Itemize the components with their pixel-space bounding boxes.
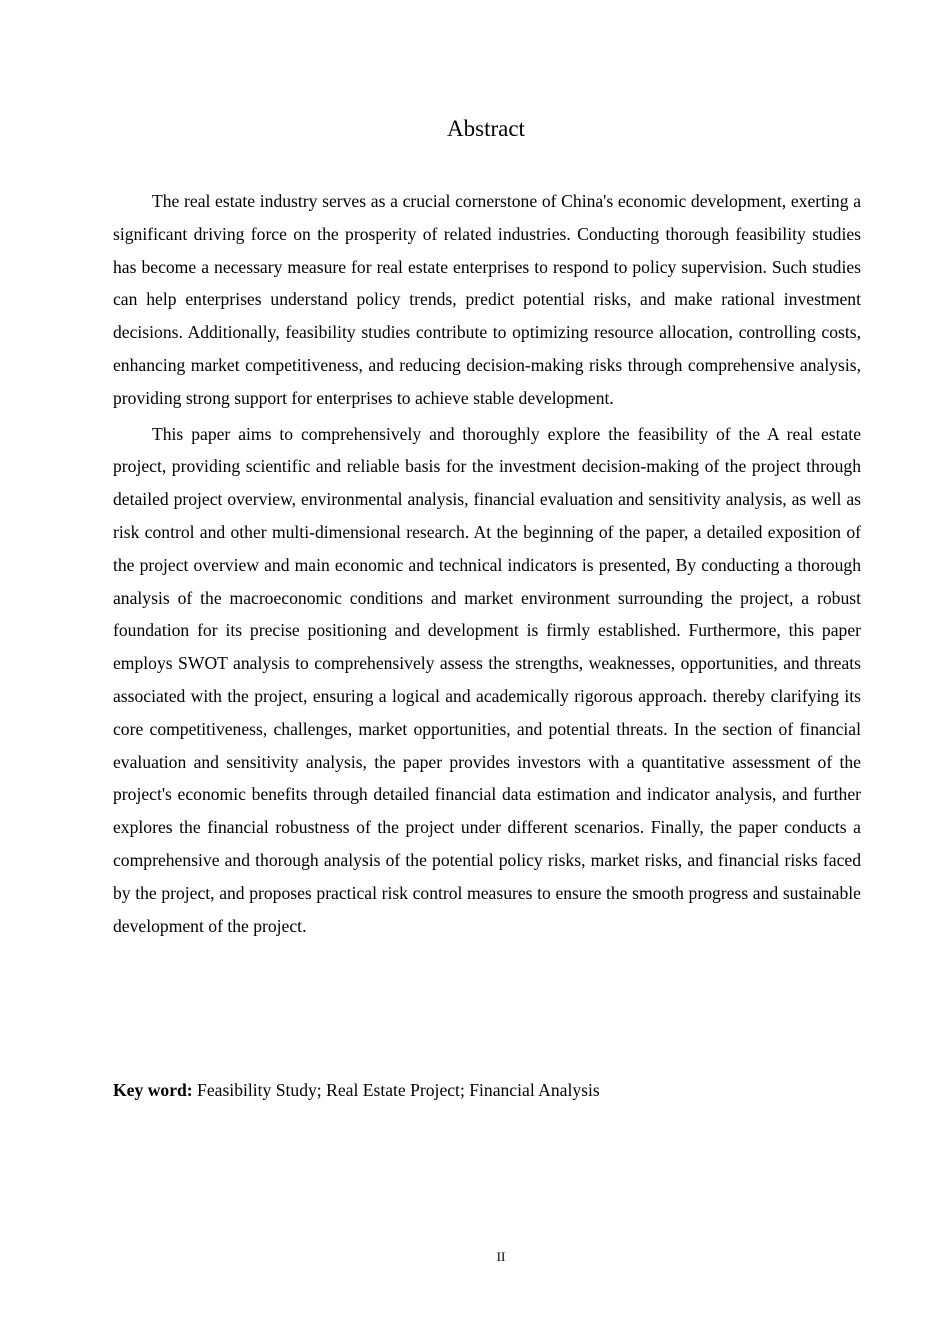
abstract-paragraph-2: This paper aims to comprehensively and thoroughly explore the feasibility of the A real estate project, providing scientific and reliable basis for the investment decision-making of the project through detailed project overview, environmental analysis, financial evaluation and sensitivity analysis, as well as risk control and other multi-dimensional research. At the beginning of the paper, a detailed exposition of the project overview and main economic and technical indicators is presented, By conducting a thorough analysis of the macroeconomic conditions and market environment surrounding the project, a robust foundation for its precise positioning and development is firmly established. Furthermore, this paper employs SWOT analysis to comprehensively assess the strengths, weaknesses, opportunities, and threats associated with the project, ensuring a logical and academically rigorous approach. thereby clarifying its core competitiveness, challenges, market opportunities, and potential threats. In the section of financial evaluation and sensitivity analysis, the paper provides investors with a quantitative assessment of the project's economic benefits through detailed financial data estimation and indicator analysis, and further explores the financial robustness of the project under different scenarios. Finally, the paper conducts a comprehensive and thorough analysis of the potential policy risks, market risks, and financial risks faced by the project, and proposes practical risk control measures to ensure the smooth progress and sustainable development of the project.	[113, 423, 861, 936]
keywords-line	[113, 1075, 873, 1105]
keywords-text: Feasibility Study; Real Estate Project; Financial Analysis	[192, 1080, 600, 1100]
abstract-paragraph-1: The real estate industry serves as a crucial cornerstone of China's economic development, exerting a significant driving force on the prosperity of related industries. Conducting thorough feasibility studies has become a necessary measure for real estate enterprises to respond to policy supervision. Such studies can help enterprises understand policy trends, predict potential risks, and make rational investment decisions. Additionally, feasibility studies contribute to optimizing resource allocation, controlling costs, enhancing market competitiveness, and reducing decision-making risks through comprehensive analysis, providing strong support for enterprises to achieve stable development.	[113, 191, 861, 408]
keywords-label: Key word:	[113, 1080, 193, 1100]
page-number: II	[496, 1249, 506, 1264]
abstract-body	[113, 185, 861, 945]
abstract-title: Abstract	[447, 116, 525, 141]
